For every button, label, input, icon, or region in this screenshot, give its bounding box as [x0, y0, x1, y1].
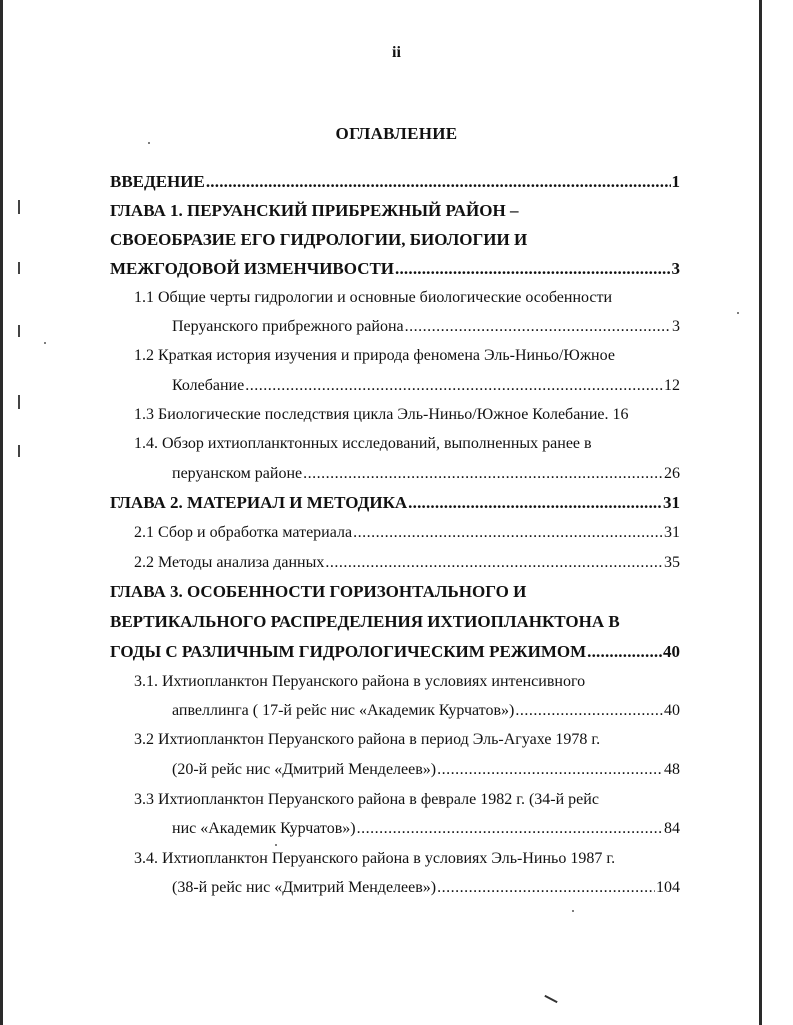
toc-page-number: 40 [663, 642, 680, 661]
toc-entry-text: 3.3 Ихтиопланктон Перуанского района в феврале 1982 г. (34-й рейс [134, 791, 599, 808]
toc-chapter-2[interactable] [110, 491, 680, 515]
toc-page-number: 35 [664, 554, 680, 571]
toc-chapter-1-line1[interactable] [110, 199, 680, 223]
scan-speck [737, 312, 739, 314]
toc-entry-text: 2.2 Методы анализа данных [134, 554, 325, 571]
toc-section-1-4-line1[interactable] [134, 432, 680, 456]
scan-mark [544, 995, 557, 1003]
toc-section-3-1-line1[interactable] [134, 670, 680, 694]
toc-entry-text: 1.2 Краткая история изучения и природа феномена Эль-Ниньо/Южное [134, 347, 615, 364]
toc-entry-text: 1.3 Биологические последствия цикла Эль-Ниньо/Южное Колебание. 16 [134, 406, 629, 423]
toc-entry-text: (38-й рейс нис «Дмитрий Менделеев») [172, 879, 437, 896]
toc-section-3-4-line2[interactable] [172, 876, 680, 900]
toc-section-3-3-line2[interactable] [172, 817, 680, 841]
toc-entry-text: МЕЖГОДОВОЙ ИЗМЕНЧИВОСТИ [110, 259, 395, 278]
toc-entry-text: нис «Академик Курчатов») [172, 820, 356, 837]
toc-section-2-1[interactable] [134, 521, 680, 545]
toc-chapter-3-line2[interactable] [110, 610, 680, 634]
toc-page-number: 26 [664, 465, 680, 482]
toc-section-1-2-line1[interactable] [134, 344, 680, 368]
toc-chapter-3-line3[interactable] [110, 640, 680, 664]
toc-section-1-3[interactable] [134, 403, 680, 427]
scan-mark [18, 200, 20, 214]
toc-entry-text: 1.4. Обзор ихтиопланктонных исследований, выполненных ранее в [134, 435, 592, 452]
toc-page-number: 3 [671, 259, 680, 278]
toc-entry-intro[interactable] [110, 170, 680, 194]
scan-mark [18, 325, 20, 337]
toc-page-number: 104 [656, 879, 680, 896]
toc-entry-text: ВВЕДЕНИЕ [110, 172, 205, 191]
scan-mark [18, 395, 20, 409]
toc-entry-text: 3.4. Ихтиопланктон Перуанского района в условиях Эль-Ниньо 1987 г. [134, 850, 616, 867]
toc-entry-text: (20-й рейс нис «Дмитрий Менделеев») [172, 761, 437, 778]
toc-entry-text: 2.1 Сбор и обработка материала [134, 524, 353, 541]
toc-entry-text: 1.1 Общие черты гидрологии и основные биологические особенности [134, 289, 613, 306]
toc-entry-text: перуанском районе [172, 465, 303, 482]
toc-chapter-3-line1[interactable] [110, 580, 680, 604]
toc-chapter-1-line3[interactable] [110, 257, 680, 281]
toc-page-number: 31 [664, 524, 680, 541]
toc-section-1-1-line2[interactable] [172, 315, 680, 339]
toc-section-3-4-line1[interactable] [134, 847, 680, 871]
toc-entry-text: ВЕРТИКАЛЬНОГО РАСПРЕДЕЛЕНИЯ ИХТИОПЛАНКТОНА В [110, 612, 620, 631]
toc-section-1-4-line2[interactable] [172, 462, 680, 486]
toc-entry-text: ГЛАВА 1. ПЕРУАНСКИЙ ПРИБРЕЖНЫЙ РАЙОН – [110, 201, 519, 220]
toc-entry-text: ГЛАВА 2. МАТЕРИАЛ И МЕТОДИКА [110, 493, 408, 512]
toc-page-number: 12 [664, 377, 680, 394]
toc-section-3-2-line1[interactable] [134, 728, 680, 752]
toc-entry-text: 3.2 Ихтиопланктон Перуанского района в период Эль-Агуахе 1978 г. [134, 731, 601, 748]
page-number: ii [392, 44, 401, 61]
toc-section-3-1-line2[interactable] [172, 699, 680, 723]
toc-section-3-3-line1[interactable] [134, 788, 680, 812]
scan-border-right [759, 0, 762, 1025]
toc-entry-text: 3.1. Ихтиопланктон Перуанского района в условиях интенсивного [134, 673, 586, 690]
toc-page-number: 3 [672, 318, 680, 335]
toc-entry-text: ГЛАВА 3. ОСОБЕННОСТИ ГОРИЗОНТАЛЬНОГО И [110, 582, 527, 601]
toc-page-number: 40 [664, 702, 680, 719]
toc-entry-text: ГОДЫ С РАЗЛИЧНЫМ ГИДРОЛОГИЧЕСКИМ РЕЖИМОМ [110, 642, 587, 661]
toc-page-number: 1 [671, 172, 680, 191]
scan-mark [18, 445, 20, 457]
toc-entry-text: Колебание [172, 377, 245, 394]
toc-entry-text: Перуанского прибрежного района [172, 318, 404, 335]
toc-section-2-2[interactable] [134, 551, 680, 575]
scan-border-left [0, 0, 3, 1025]
scan-speck [275, 844, 277, 846]
toc-entry-text: СВОЕОБРАЗИЕ ЕГО ГИДРОЛОГИИ, БИОЛОГИИ И [110, 230, 528, 249]
toc-entry-text: апвеллинга ( 17-й рейс нис «Академик Курчатов») [172, 702, 515, 719]
toc-page-number: 31 [663, 493, 680, 512]
toc-section-3-2-line2[interactable] [172, 758, 680, 782]
scan-speck [44, 342, 46, 344]
toc-section-1-2-line2[interactable] [172, 374, 680, 398]
scan-speck [572, 910, 574, 912]
toc-page-number: 48 [664, 761, 680, 778]
toc-section-1-1-line1[interactable] [134, 286, 680, 310]
scan-mark [18, 262, 20, 274]
toc-chapter-1-line2[interactable] [110, 228, 680, 252]
toc-title: ОГЛАВЛЕНИЕ [335, 124, 458, 143]
toc-page-number: 84 [664, 820, 680, 837]
